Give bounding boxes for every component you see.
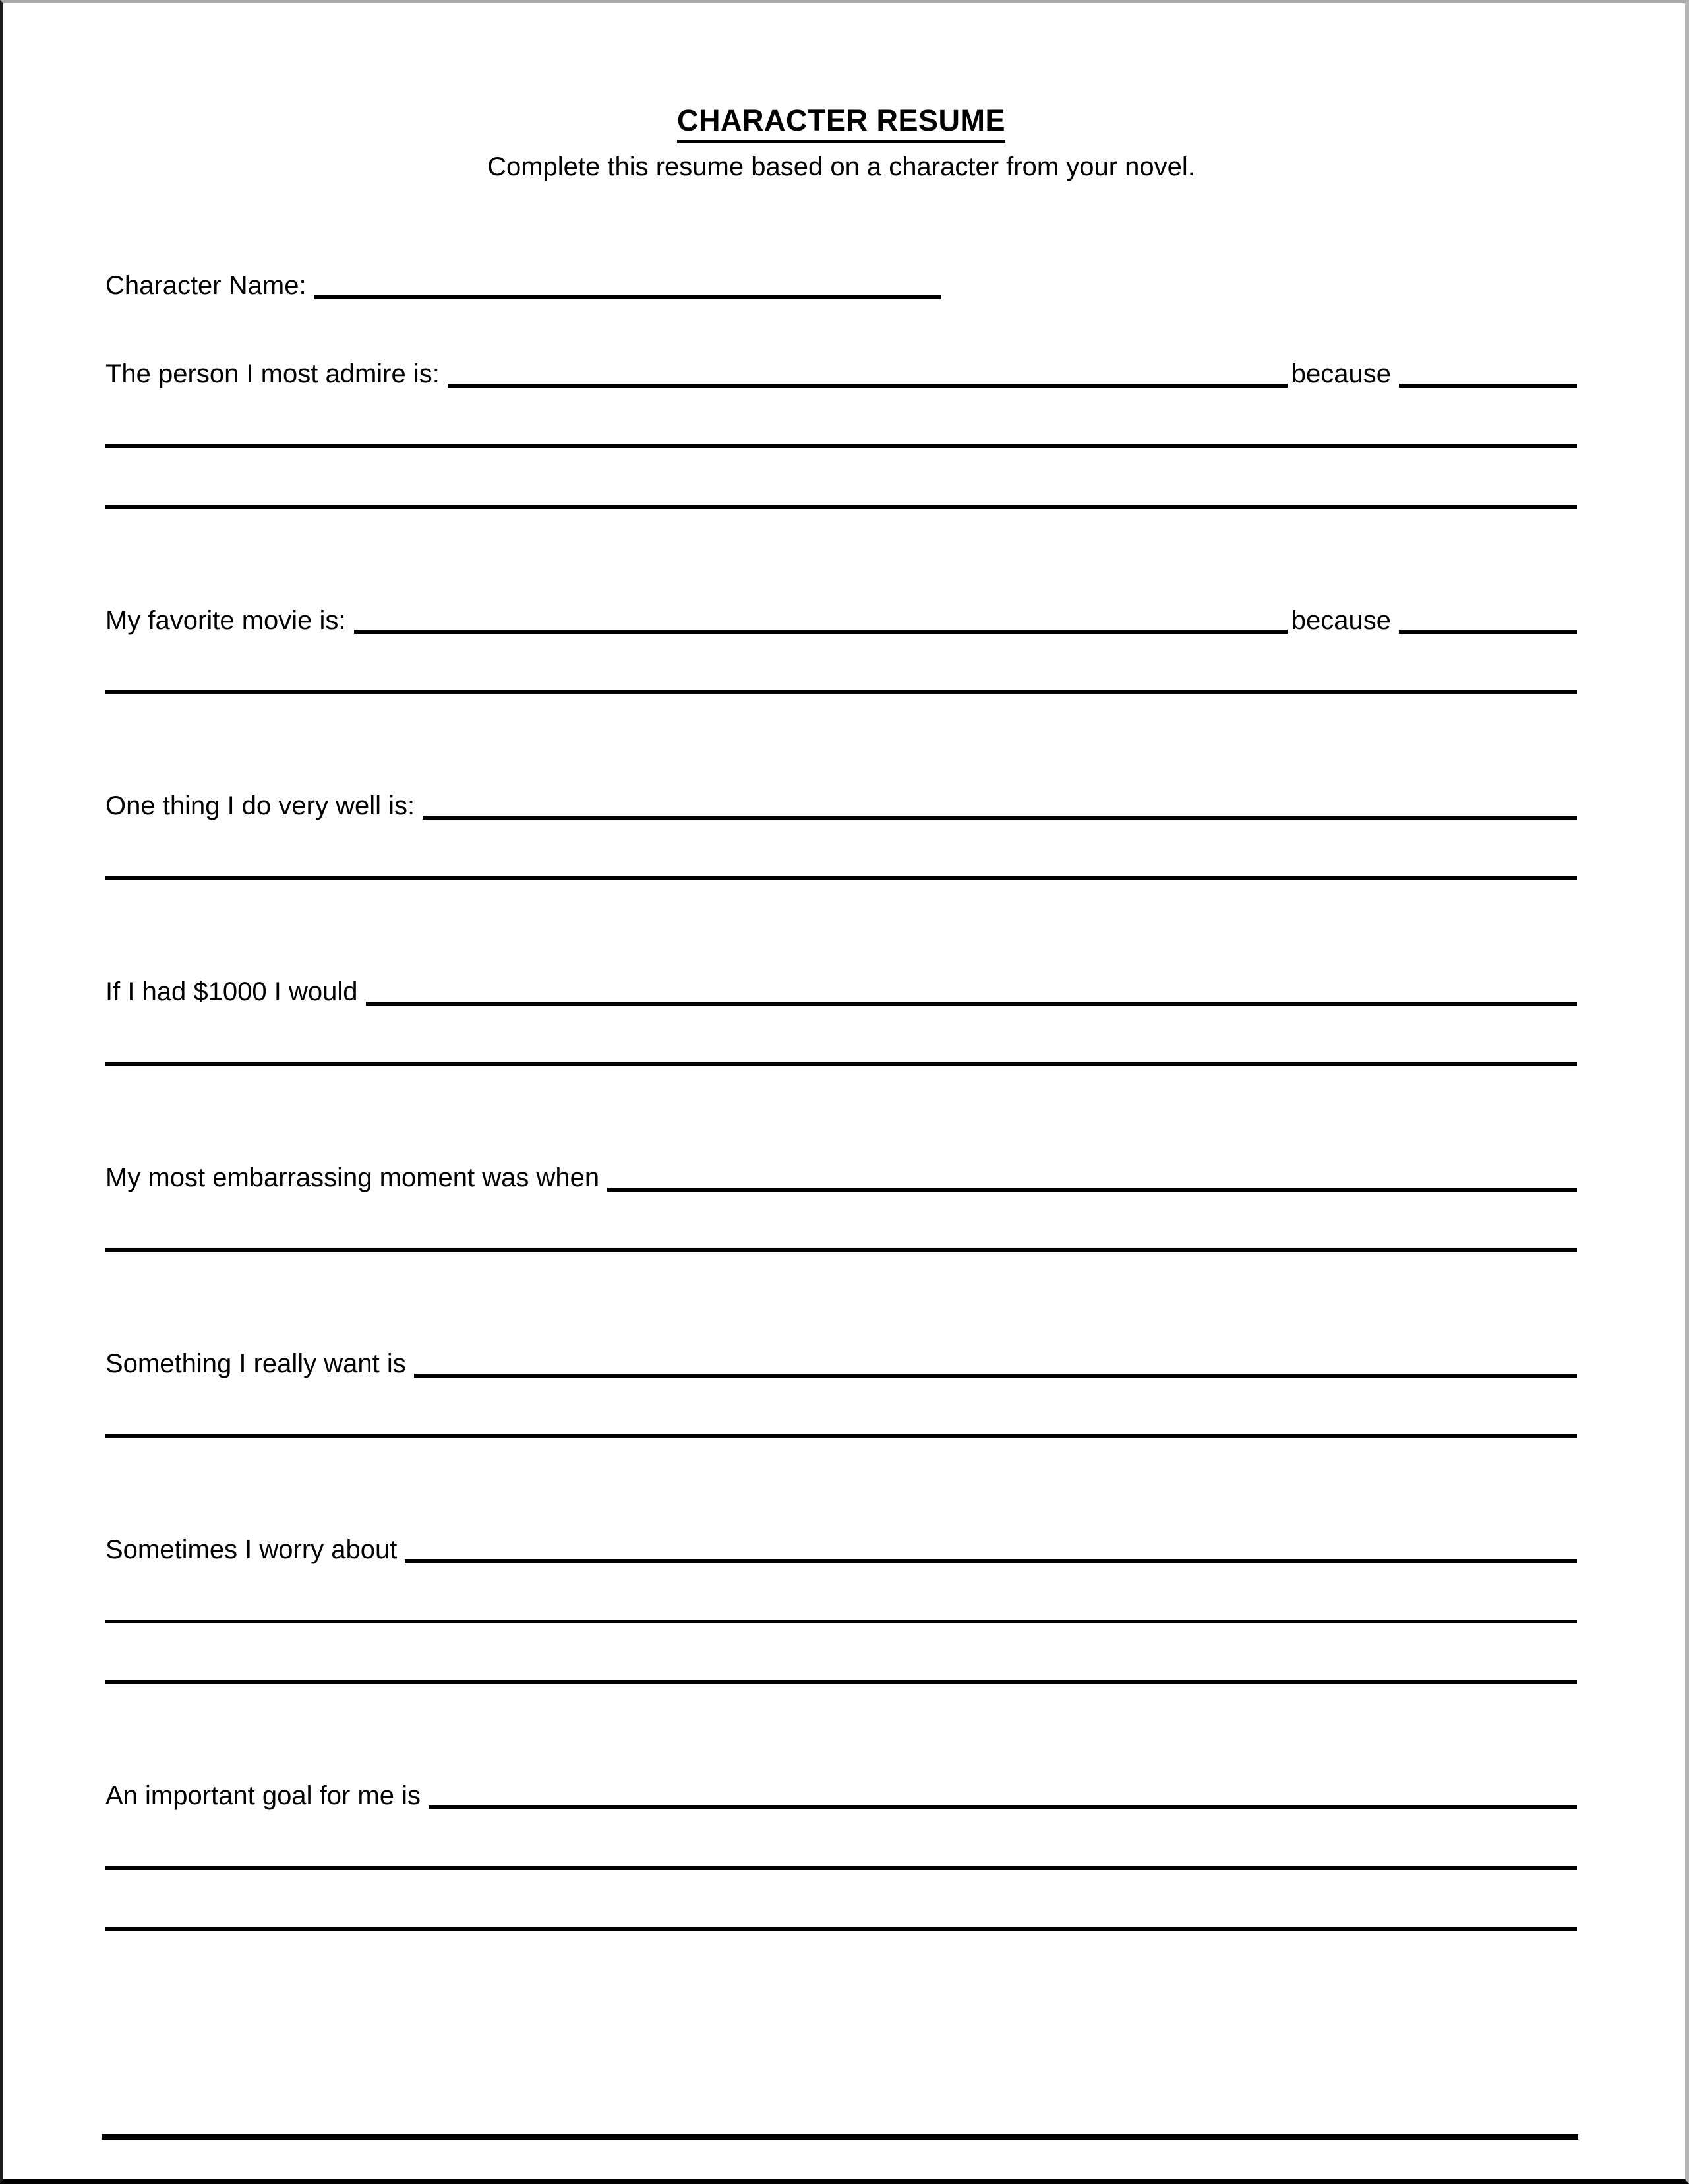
footer-divider-rule [102, 2134, 1578, 2140]
fill-in-line-do-well [423, 816, 1577, 820]
fill-in-line-movie [354, 630, 1288, 634]
field-row-important-goal [105, 1780, 1577, 1812]
field-label-really-want: Something I really want is [105, 1349, 406, 1378]
field-row-embarrassing-moment [105, 1162, 1577, 1194]
fill-in-line-important-goal [429, 1805, 1577, 1809]
fill-in-line-character-name [314, 295, 941, 299]
because-label-admire: because [1291, 359, 1391, 388]
blank-write-line [105, 1062, 1577, 1066]
field-label-character-name: Character Name: [105, 271, 307, 300]
field-label-do-well: One thing I do very well is: [105, 791, 415, 821]
fill-in-line-really-want [414, 1374, 1577, 1378]
field-row-really-want [105, 1348, 1577, 1380]
fill-in-line-admire [448, 384, 1288, 388]
blank-write-line [105, 1927, 1577, 1931]
field-label-important-goal: An important goal for me is [105, 1781, 421, 1811]
field-label-admire: The person I most admire is: [105, 359, 440, 388]
blank-write-line [105, 1620, 1577, 1623]
worksheet-header [105, 104, 1577, 182]
field-row-worry-about [105, 1534, 1577, 1566]
field-label-embarrassing-moment: My most embarrassing moment was when [105, 1163, 600, 1192]
field-row-movie [105, 605, 1577, 637]
field-row-thousand-dollars [105, 976, 1577, 1008]
field-row-do-well [105, 790, 1577, 822]
field-row-character-name [105, 270, 1577, 302]
blank-write-line [105, 1434, 1577, 1438]
fill-in-line-thousand-dollars [366, 1002, 1578, 1006]
blank-write-line [105, 876, 1577, 880]
fill-in-line-movie-because [1399, 630, 1577, 634]
field-label-movie: My favorite movie is: [105, 605, 346, 635]
blank-write-line [105, 1866, 1577, 1870]
blank-write-line [105, 505, 1577, 509]
worksheet-content [105, 3, 1577, 2140]
page-subtitle: Complete this resume based on a character from your novel. [487, 152, 1195, 181]
fill-in-line-admire-because [1399, 384, 1577, 388]
page-title: CHARACTER RESUME [677, 104, 1005, 143]
field-label-worry-about: Sometimes I worry about [105, 1534, 398, 1564]
field-row-admire [105, 358, 1577, 390]
fill-in-line-embarrassing-moment [607, 1188, 1577, 1192]
blank-write-line [105, 1248, 1577, 1252]
fill-in-line-worry-about [405, 1559, 1577, 1563]
because-label-movie: because [1291, 605, 1391, 635]
blank-write-line [105, 1680, 1577, 1684]
blank-write-line [105, 444, 1577, 448]
field-label-thousand-dollars: If I had $1000 I would [105, 977, 358, 1007]
blank-write-line [105, 690, 1577, 694]
